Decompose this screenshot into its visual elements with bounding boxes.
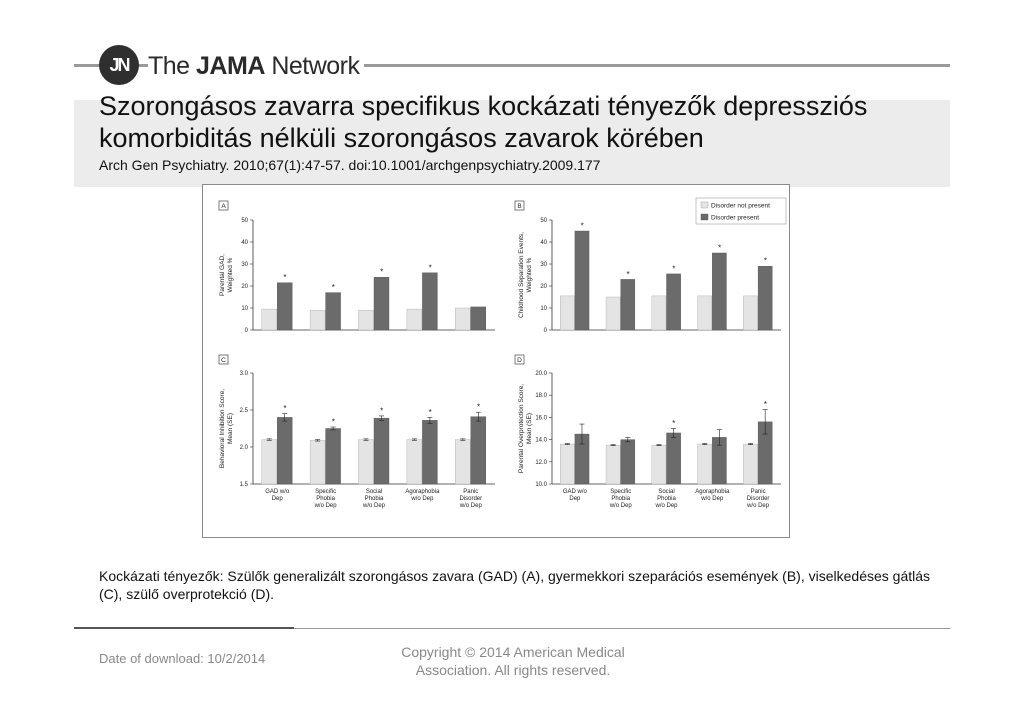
bar-not-present <box>310 440 325 484</box>
panel-d <box>515 355 781 509</box>
citation: Arch Gen Psychiatry. 2010;67(1):47-57. doi:10.1001/archgenpsychiatry.2009.177 <box>99 157 601 173</box>
y-tick-label: 0 <box>543 328 547 334</box>
legend-swatch-present <box>701 214 708 220</box>
y-tick-label: 50 <box>540 218 547 224</box>
bar-present <box>326 293 341 330</box>
bar-present <box>422 273 437 330</box>
bar-present <box>374 418 389 484</box>
bar-not-present <box>359 310 374 330</box>
bar-not-present <box>652 296 666 330</box>
y-axis-label: Behavioral Inhibition Score,Mean (SE) <box>219 388 234 469</box>
y-axis-label: Parental GAD,Weighted % <box>219 254 234 296</box>
x-tick-label: GAD w/o Dep <box>265 489 290 502</box>
download-date: Date of download: 10/2/2014 <box>99 651 266 666</box>
bar-present <box>758 266 772 330</box>
panel-c <box>219 355 495 509</box>
bar-present <box>471 417 486 484</box>
bar-present <box>374 277 389 330</box>
bar-not-present <box>698 296 712 330</box>
bar-present <box>621 279 635 330</box>
x-tick-label: Agoraphobia w/o Dep <box>405 489 440 502</box>
bar-not-present <box>560 444 574 484</box>
bar-not-present <box>698 444 712 484</box>
legend-swatch-not-present <box>701 202 708 208</box>
y-tick-label: 20 <box>241 284 248 290</box>
y-tick-label: 16.0 <box>535 415 547 422</box>
panel-a <box>219 201 495 334</box>
y-tick-label: 0 <box>244 328 248 334</box>
y-tick-label: 2.5 <box>239 408 248 414</box>
bar-not-present <box>652 445 666 484</box>
bar-not-present <box>407 309 422 330</box>
panel-label: A <box>221 203 226 210</box>
bar-present <box>471 307 486 330</box>
y-tick-label: 18.0 <box>535 393 547 400</box>
y-tick-label: 40 <box>540 240 547 246</box>
bar-not-present <box>743 444 757 484</box>
x-tick-label: Specific Phobia w/o Dep <box>609 489 632 509</box>
bar-present <box>712 253 726 330</box>
x-tick-label: Social Phobia w/o Dep <box>655 489 678 509</box>
bar-not-present <box>455 440 470 484</box>
y-tick-label: 14.0 <box>535 437 547 444</box>
significance-marker: * <box>380 406 384 416</box>
bar-not-present <box>743 296 757 330</box>
y-tick-label: 10 <box>241 306 248 312</box>
y-tick-label: 1.5 <box>239 482 248 488</box>
bar-not-present <box>606 445 620 484</box>
significance-marker: * <box>476 402 481 412</box>
x-tick-label: Agoraphobia w/o Dep <box>695 489 730 502</box>
legend <box>696 198 786 224</box>
jama-network-logo: JN <box>99 45 139 85</box>
y-tick-label: 20.0 <box>535 371 547 377</box>
y-tick-label: 40 <box>241 240 248 246</box>
legend-label-present: Disorder present <box>711 214 760 222</box>
bar-present <box>277 417 292 484</box>
significance-marker: * <box>428 263 432 273</box>
bar-not-present <box>359 440 374 484</box>
y-tick-label: 30 <box>241 262 248 268</box>
y-tick-label: 2.0 <box>239 445 248 451</box>
significance-marker: * <box>763 400 767 410</box>
y-axis-label: Childhood Separation Events,Weighted % <box>518 231 533 319</box>
bar-present <box>575 231 589 330</box>
significance-marker: * <box>283 273 287 283</box>
significance-marker: * <box>626 269 630 279</box>
bar-not-present <box>262 440 277 484</box>
y-tick-label: 3.0 <box>239 371 248 377</box>
bar-present <box>667 433 681 484</box>
y-tick-label: 50 <box>241 218 248 224</box>
bar-not-present <box>262 309 277 330</box>
panel-label: D <box>517 357 522 364</box>
significance-marker: * <box>428 407 432 417</box>
bar-present <box>621 440 635 484</box>
panel-label: B <box>517 203 522 210</box>
y-tick-label: 30 <box>540 262 547 268</box>
significance-marker: * <box>331 417 335 427</box>
bar-not-present <box>310 310 325 330</box>
y-tick-label: 20 <box>540 284 547 290</box>
bar-not-present <box>407 440 422 484</box>
bar-present <box>667 274 681 330</box>
bar-not-present <box>455 308 470 330</box>
significance-marker: * <box>672 419 676 428</box>
significance-marker: * <box>672 264 676 274</box>
significance-marker: * <box>763 256 767 266</box>
y-tick-label: 10.0 <box>535 482 547 488</box>
y-tick-label: 10 <box>540 306 547 312</box>
slide-title: Szorongásos zavarra specifikus kockázati tényezők depressziós komorbiditás nélküli szorongásos zavarok körében <box>99 91 868 153</box>
bar-not-present <box>606 297 620 330</box>
significance-marker: * <box>283 404 287 414</box>
figure-caption: Kockázati tényezők: Szülők generalizált szorongásos zavara (GAD) (A), gyermekkori szeparációs események (B), viselkedéses gátlás (C), szülő overprotekció (D). <box>99 568 931 602</box>
y-tick-label: 12.0 <box>535 459 547 466</box>
x-tick-label: Social Phobia w/o Dep <box>362 489 386 509</box>
x-tick-label: GAD w/o Dep <box>562 489 587 502</box>
bar-present <box>422 420 437 484</box>
bar-present <box>326 429 341 485</box>
figure-svg <box>203 185 789 537</box>
bar-present <box>277 283 292 330</box>
significance-marker: * <box>380 267 384 277</box>
figure-frame <box>202 184 790 538</box>
significance-marker: * <box>580 221 584 231</box>
x-tick-label: Panic Disorder w/o Dep <box>459 489 483 509</box>
y-axis-label: Parental Overprotection Score,Mean (SE) <box>518 383 533 474</box>
panel-label: C <box>221 357 226 364</box>
significance-marker: * <box>718 243 722 253</box>
x-tick-label: Specific Phobia w/o Dep <box>314 489 337 509</box>
legend-label-not-present: Disorder not present <box>711 202 770 210</box>
copyright-notice: Copyright © 2014 American Medical Association. All rights reserved. <box>401 644 625 678</box>
significance-marker: * <box>331 283 335 293</box>
brand-name: The JAMA Network <box>148 52 364 81</box>
bar-not-present <box>560 296 574 330</box>
footer-rule-accent <box>74 627 294 629</box>
x-tick-label: Panic Disorder w/o Dep <box>746 489 770 509</box>
